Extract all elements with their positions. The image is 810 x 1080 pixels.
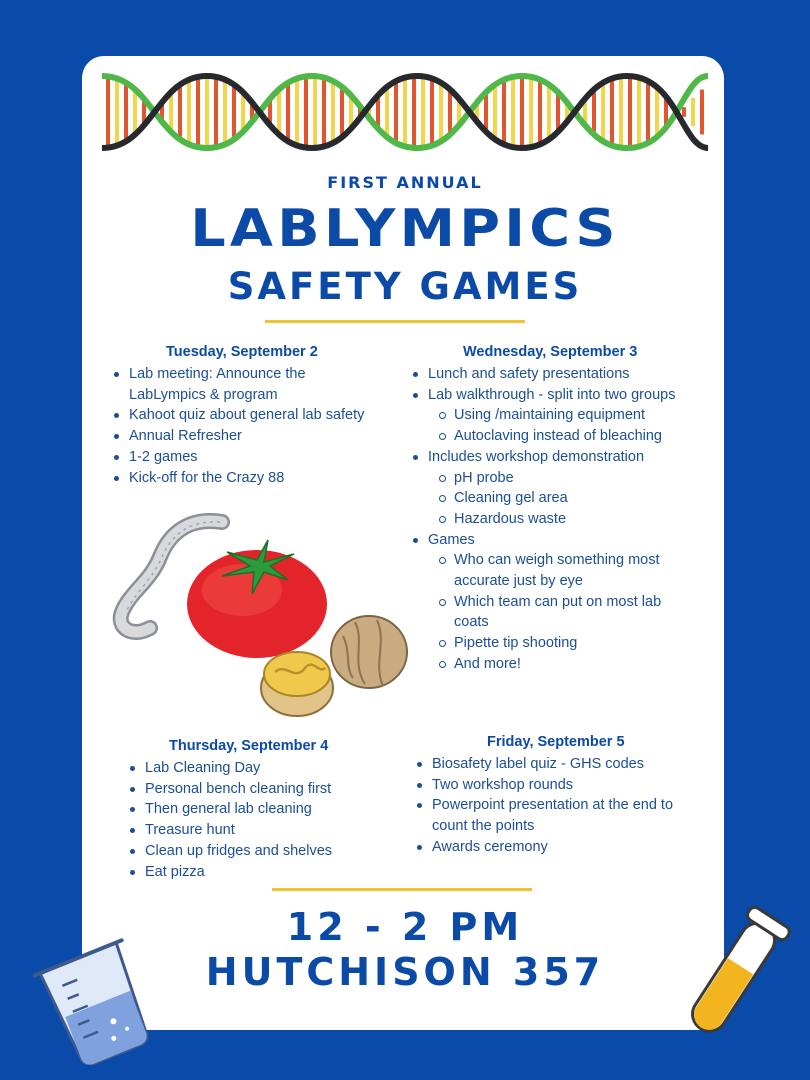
wednesday-schedule xyxy=(413,344,725,675)
friday-schedule xyxy=(417,734,722,858)
list-item: Who can weigh something most xyxy=(413,550,725,571)
list-item: Games xyxy=(413,530,725,551)
list-item: Powerpoint presentation at the end to xyxy=(417,795,722,816)
list-item: Awards ceremony xyxy=(417,837,722,858)
tuesday-heading: Tuesday, September 2 xyxy=(166,344,318,360)
list-item: Kick-off for the Crazy 88 xyxy=(114,468,404,489)
walnut-illustration xyxy=(255,612,415,722)
list-item: Which team can put on most lab xyxy=(413,592,725,613)
list-item: Then general lab cleaning xyxy=(130,799,400,820)
divider-top xyxy=(265,320,525,323)
list-item: LabLympics & program xyxy=(129,386,278,403)
list-item: Lab meeting: Announce the xyxy=(114,364,404,385)
poster-subtitle: SAFETY GAMES xyxy=(227,265,583,308)
list-item: Using /maintaining equipment xyxy=(413,405,725,426)
list-item: count the points xyxy=(432,818,535,835)
tuesday-schedule xyxy=(114,344,404,488)
list-item: Treasure hunt xyxy=(130,820,400,841)
dna-helix-illustration xyxy=(102,66,708,158)
list-item: Pipette tip shooting xyxy=(413,633,725,654)
thursday-heading: Thursday, September 4 xyxy=(169,738,329,754)
event-location: HUTCHISON 357 xyxy=(205,950,605,994)
list-item: Biosafety label quiz - GHS codes xyxy=(417,754,722,775)
list-item: And more! xyxy=(413,654,725,675)
poster-title: LABLYMPICS xyxy=(190,199,620,259)
list-item: Kahoot quiz about general lab safety xyxy=(114,405,404,426)
list-item: Includes workshop demonstration xyxy=(413,447,725,468)
list-item: accurate just by eye xyxy=(454,573,583,590)
eyebrow-text: FIRST ANNUAL xyxy=(327,173,483,192)
beaker-illustration xyxy=(24,935,164,1065)
list-item: Autoclaving instead of bleaching xyxy=(413,426,725,447)
list-item: Eat pizza xyxy=(130,862,400,883)
list-item: Lab walkthrough - split into two groups xyxy=(413,385,725,406)
list-item: pH probe xyxy=(413,468,725,489)
list-item: Two workshop rounds xyxy=(417,775,722,796)
list-item: coats xyxy=(454,614,489,631)
list-item: 1-2 games xyxy=(114,447,404,468)
friday-heading: Friday, September 5 xyxy=(487,734,625,750)
list-item: Annual Refresher xyxy=(114,426,404,447)
list-item: Clean up fridges and shelves xyxy=(130,841,400,862)
event-time: 12 - 2 PM xyxy=(286,905,524,949)
list-item: Lunch and safety presentations xyxy=(413,364,725,385)
test-tube-illustration xyxy=(668,898,798,1058)
list-item: Lab Cleaning Day xyxy=(130,758,400,779)
thursday-schedule xyxy=(130,738,400,882)
wednesday-heading: Wednesday, September 3 xyxy=(463,344,638,360)
list-item: Hazardous waste xyxy=(413,509,725,530)
list-item: Cleaning gel area xyxy=(413,488,725,509)
list-item: Personal bench cleaning first xyxy=(130,779,400,800)
divider-bottom xyxy=(272,888,532,891)
